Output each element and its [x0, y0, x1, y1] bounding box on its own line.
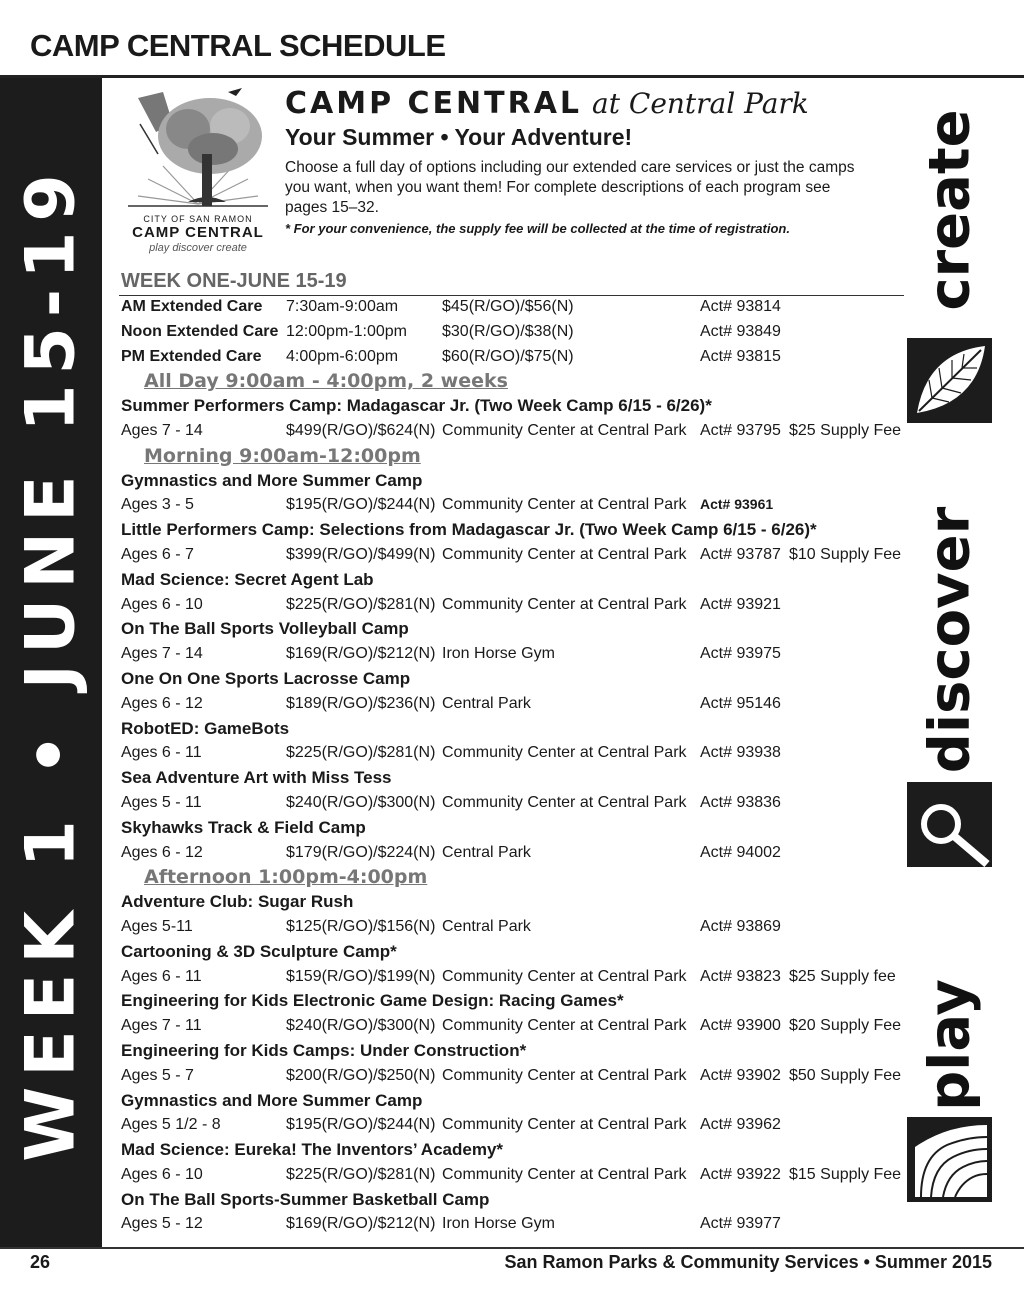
program-ages: Ages 7 - 14 — [121, 645, 203, 663]
program-title: On The Ball Sports-Summer Basketball Camp — [121, 1189, 490, 1209]
program-title: Mad Science: Secret Agent Lab — [121, 569, 374, 589]
program-location: Iron Horse Gym — [442, 645, 555, 663]
intro-subtitle: Your Summer • Your Adventure! — [285, 124, 633, 150]
program-title-row — [120, 569, 910, 594]
program-title-row — [120, 395, 910, 420]
program-location: Community Center at Central Park — [442, 545, 687, 563]
program-supply: $10 Supply Fee — [789, 545, 902, 563]
program-fee: $200(R/GO)/$250(N) — [286, 1066, 436, 1084]
program-detail-row — [120, 693, 910, 718]
care-time: 12:00pm-1:00pm — [286, 322, 407, 340]
program-detail-row — [120, 1114, 910, 1139]
program-fee: $125(R/GO)/$156(N) — [286, 917, 436, 935]
program-act: Act# 93795 — [700, 421, 781, 439]
program-location: Community Center at Central Park — [442, 793, 687, 811]
program-fee: $195(R/GO)/$244(N) — [286, 1116, 436, 1134]
program-ages: Ages 5 1/2 - 8 — [121, 1116, 221, 1134]
program-fee: $240(R/GO)/$300(N) — [286, 793, 436, 811]
program-act: Act# 94002 — [700, 843, 781, 861]
program-fee: $225(R/GO)/$281(N) — [286, 744, 436, 762]
intro-title-script: at Central Park — [592, 87, 809, 120]
footer-text: San Ramon Parks & Community Services • Summer 2015 — [504, 1252, 992, 1272]
program-ages: Ages 6 - 7 — [121, 545, 194, 563]
magnifier-icon — [907, 782, 992, 867]
care-time: 4:00pm-6:00pm — [286, 347, 399, 365]
program-location: Community Center at Central Park — [442, 1116, 687, 1134]
header-rule — [0, 75, 1024, 78]
program-title-row — [120, 668, 910, 693]
care-act: Act# 93815 — [700, 347, 781, 365]
page-header-title: CAMP CENTRAL SCHEDULE — [30, 28, 446, 63]
program-title: On The Ball Sports Volleyball Camp — [121, 619, 409, 639]
extended-care-row — [120, 321, 910, 346]
program-location: Central Park — [442, 694, 531, 712]
program-fee: $225(R/GO)/$281(N) — [286, 1165, 436, 1183]
program-title-row — [120, 767, 910, 792]
program-title: Little Performers Camp: Selections from Madagascar Jr. (Two Week Camp 6/15 - 6/26)* — [121, 520, 817, 540]
kite-icon — [907, 1117, 992, 1202]
program-title: Cartooning & 3D Sculpture Camp* — [121, 941, 397, 961]
care-name: Noon Extended Care — [121, 322, 279, 340]
program-title: Gymnastics and More Summer Camp — [121, 1090, 423, 1110]
program-detail-row — [120, 1065, 910, 1090]
program-act: Act# 93962 — [700, 1116, 781, 1134]
program-title-row — [120, 1090, 910, 1115]
care-fee: $45(R/GO)/$56(N) — [442, 298, 574, 315]
intro-description: Choose a full day of options including our extended care services or just the camps you want, when you want them! For complete descriptions of each program see pages 15–32. — [285, 159, 855, 216]
program-detail-row — [120, 1164, 910, 1189]
program-location: Community Center at Central Park — [442, 421, 687, 439]
program-ages: Ages 7 - 14 — [121, 421, 203, 439]
program-title: Gymnastics and More Summer Camp — [121, 470, 423, 490]
program-ages: Ages 5 - 7 — [121, 1066, 194, 1084]
program-title-row — [120, 817, 910, 842]
program-location: Community Center at Central Park — [442, 595, 687, 613]
program-supply: $50 Supply Fee — [789, 1066, 902, 1084]
program-detail-row — [120, 1213, 910, 1238]
program-supply: $20 Supply Fee — [789, 1017, 902, 1035]
program-title-row — [120, 1139, 910, 1164]
care-fee: $30(R/GO)/$38(N) — [442, 322, 574, 340]
program-act: Act# 93787 — [700, 545, 781, 563]
program-fee: $169(R/GO)/$212(N) — [286, 645, 436, 663]
program-title: Engineering for Kids Camps: Under Construction* — [121, 1040, 527, 1060]
program-fee: $240(R/GO)/$300(N) — [286, 1017, 436, 1035]
leaf-icon — [907, 338, 992, 423]
program-location: Community Center at Central Park — [442, 967, 687, 985]
program-detail-row — [120, 594, 910, 619]
program-title-row — [120, 470, 910, 495]
program-act: Act# 93836 — [700, 793, 781, 811]
program-title-row — [120, 891, 910, 916]
program-act: Act# 93869 — [700, 917, 781, 935]
care-fee: $60(R/GO)/$75(N) — [442, 347, 574, 365]
program-ages: Ages 6 - 10 — [121, 1165, 203, 1183]
logo-city-text: CITY OF SAN RAMON — [143, 214, 253, 224]
program-detail-row — [120, 494, 910, 519]
program-detail-row — [120, 1015, 910, 1040]
program-title: Engineering for Kids Electronic Game Design: Racing Games* — [121, 991, 624, 1011]
program-title-row — [120, 1040, 910, 1065]
program-act: Act# 93902 — [700, 1066, 781, 1084]
intro-note: * For your convenience, the supply fee will be collected at the time of registration. — [285, 221, 790, 236]
logo-tagline: play discover create — [149, 242, 247, 254]
program-ages: Ages 6 - 10 — [121, 595, 203, 613]
program-title: Mad Science: Eureka! The Inventors’ Academy* — [121, 1140, 504, 1160]
program-title: Sea Adventure Art with Miss Tess — [121, 768, 392, 788]
program-fee: $399(R/GO)/$499(N) — [286, 545, 436, 563]
section-heading-all-day — [120, 370, 910, 395]
program-detail-row — [120, 842, 910, 867]
program-title: Adventure Club: Sugar Rush — [121, 892, 354, 912]
week-heading: WEEK ONE-JUNE 15-19 — [121, 270, 347, 292]
program-ages: Ages 3 - 5 — [121, 496, 194, 514]
program-location: Community Center at Central Park — [442, 1017, 687, 1035]
section-heading-text: Afternoon 1:00pm-4:00pm — [144, 866, 428, 889]
program-fee: $225(R/GO)/$281(N) — [286, 595, 436, 613]
program-ages: Ages 6 - 11 — [121, 967, 202, 985]
program-supply: $15 Supply Fee — [789, 1165, 902, 1183]
program-supply: $25 Supply fee — [789, 967, 896, 985]
program-detail-row — [120, 916, 910, 941]
care-time: 7:30am-9:00am — [286, 298, 399, 315]
program-act: Act# 93938 — [700, 744, 781, 762]
program-fee: $169(R/GO)/$212(N) — [286, 1215, 436, 1233]
program-ages: Ages 7 - 11 — [121, 1017, 202, 1035]
program-ages: Ages 6 - 12 — [121, 694, 203, 712]
program-fee: $195(R/GO)/$244(N) — [286, 496, 436, 514]
program-act: Act# 93977 — [700, 1215, 781, 1233]
program-title-row — [120, 718, 910, 743]
program-fee: $159(R/GO)/$199(N) — [286, 967, 436, 985]
program-location: Central Park — [442, 917, 531, 935]
program-location: Community Center at Central Park — [442, 744, 687, 762]
intro-title — [285, 86, 809, 121]
intro-title-main: CAMP CENTRAL — [285, 86, 583, 121]
section-heading-morning — [120, 445, 910, 470]
program-location: Community Center at Central Park — [442, 496, 687, 514]
section-heading-afternoon — [120, 866, 910, 891]
program-fee: $179(R/GO)/$224(N) — [286, 843, 436, 861]
program-title-row — [120, 1189, 910, 1214]
section-heading-text: Morning 9:00am-12:00pm — [144, 444, 421, 467]
program-act: Act# 93961 — [700, 496, 774, 513]
footer-rule — [0, 1247, 1024, 1249]
schedule-content — [120, 296, 910, 1238]
program-title: RobotED: GameBots — [121, 718, 290, 738]
program-location: Community Center at Central Park — [442, 1066, 687, 1084]
program-title-row — [120, 519, 910, 544]
page-number: 26 — [30, 1252, 51, 1272]
care-name: AM Extended Care — [121, 298, 263, 315]
program-title-row — [120, 618, 910, 643]
program-act: Act# 93975 — [700, 645, 781, 663]
program-ages: Ages 5 - 11 — [121, 793, 202, 811]
program-act: Act# 93823 — [700, 967, 781, 985]
program-supply: $25 Supply Fee — [789, 421, 902, 439]
care-act: Act# 93849 — [700, 322, 781, 340]
program-detail-row — [120, 643, 910, 668]
care-name: PM Extended Care — [121, 347, 262, 365]
program-act: Act# 95146 — [700, 694, 781, 712]
program-location: Community Center at Central Park — [442, 1165, 687, 1183]
program-title: Summer Performers Camp: Madagascar Jr. (Two Week Camp 6/15 - 6/26)* — [121, 396, 712, 416]
program-title: One On One Sports Lacrosse Camp — [121, 668, 411, 688]
extended-care-row — [120, 296, 910, 321]
program-detail-row — [120, 742, 910, 767]
program-title: Skyhawks Track & Field Camp — [121, 817, 366, 837]
program-fee: $189(R/GO)/$236(N) — [286, 694, 436, 712]
program-ages: Ages 5-11 — [121, 917, 193, 935]
program-title-row — [120, 941, 910, 966]
discover-word: discover — [917, 506, 983, 774]
program-act: Act# 93922 — [700, 1165, 781, 1183]
program-act: Act# 93900 — [700, 1017, 781, 1035]
program-ages: Ages 6 - 12 — [121, 843, 203, 861]
section-heading-text: All Day 9:00am - 4:00pm, 2 weeks — [144, 370, 508, 393]
program-title-row — [120, 990, 910, 1015]
program-ages: Ages 5 - 12 — [121, 1215, 203, 1233]
create-word: create — [917, 109, 983, 311]
side-banner-text: WEEK 1 • JUNE 15-19 — [11, 164, 91, 1162]
program-detail-row — [120, 420, 910, 445]
care-act: Act# 93814 — [700, 298, 781, 315]
play-word: play — [917, 979, 983, 1111]
program-act: Act# 93921 — [700, 595, 781, 613]
program-fee: $499(R/GO)/$624(N) — [286, 421, 436, 439]
program-detail-row — [120, 966, 910, 991]
program-location: Iron Horse Gym — [442, 1215, 555, 1233]
program-location: Central Park — [442, 843, 531, 861]
logo-camp-text: CAMP CENTRAL — [132, 224, 264, 241]
program-detail-row — [120, 792, 910, 817]
program-ages: Ages 6 - 11 — [121, 744, 202, 762]
extended-care-row — [120, 346, 910, 371]
program-detail-row — [120, 544, 910, 569]
